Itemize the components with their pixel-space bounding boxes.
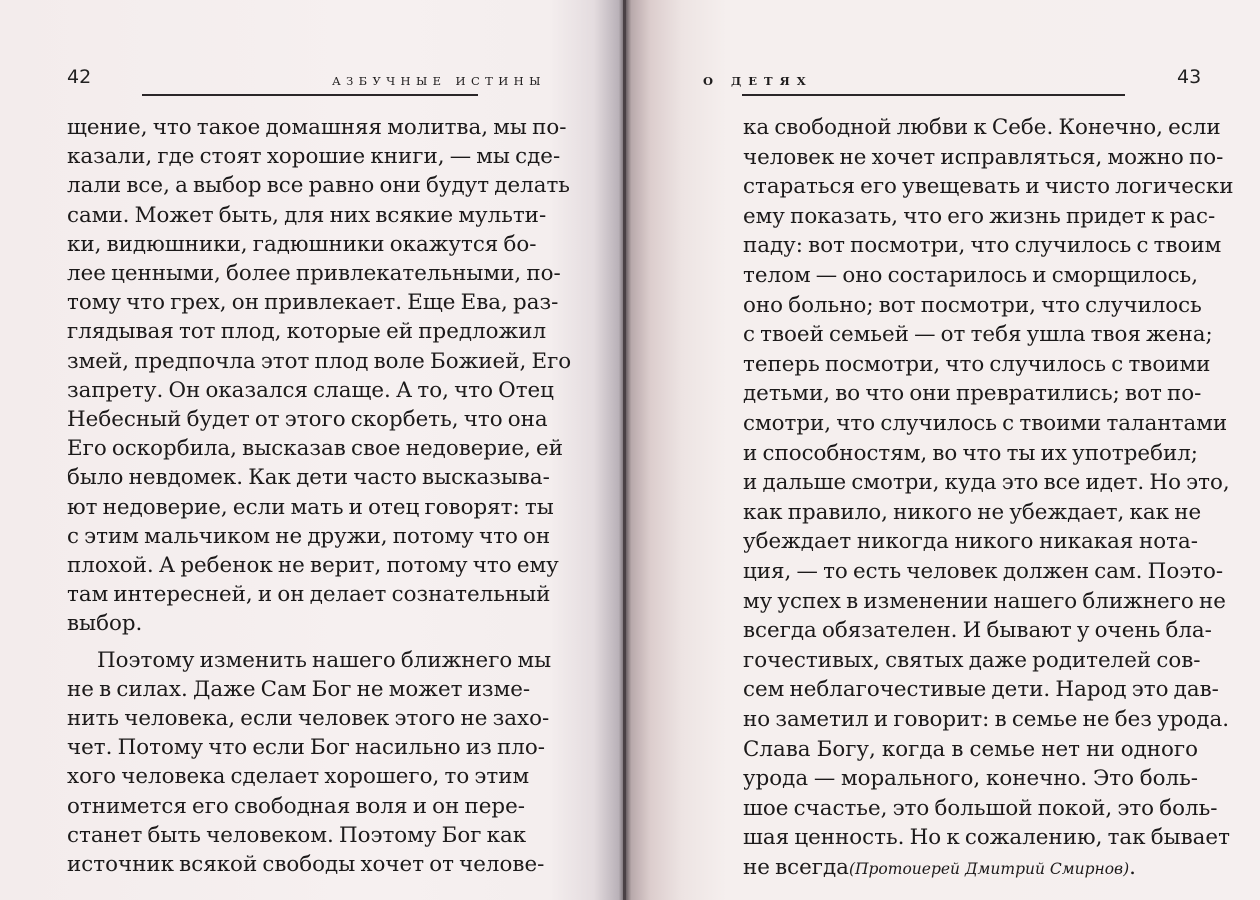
left-running-head: АЗБУЧНЫЕ ИСТИНЫ [332,74,546,88]
text-line: но заметил и говорит: в семье не без урода. [743,707,1230,732]
text-line: телом — оно состарилось и сморщилось, [743,263,1198,288]
text-line: Слава Богу, когда в семье нет ни одного [743,736,1198,762]
text-line: шая ценность. Но к сожалению, так бывает [743,825,1230,851]
text-line: было невдомек. Как дети часто высказыва- [67,465,550,491]
paragraph-start-line: Поэтому изменить нашего ближнего мы [97,647,552,673]
text-line: сами. Может быть, для них всякие мульти- [67,202,547,228]
text-line: Его оскорбила, высказав свое недоверие, ей [67,436,563,462]
text-line: всегда обязателен. И бывают у очень бла- [743,618,1212,644]
text-line: чет. Потому что если Бог насильно из пло- [67,735,545,761]
text-line: запрету. Он оказался слаще. А то, что Отец [67,377,554,403]
text-line: ки, видюшники, гадюшники окажутся бо- [67,231,537,257]
left-header-rule [142,94,478,96]
text-line: му успех в изменении нашего ближнего не [743,588,1226,614]
text-line: выбор. [67,611,143,637]
text-line: ему показать, что его жизнь придет к рас- [743,203,1216,229]
text-line: паду: вот посмотри, что случилось с твоим [743,233,1222,259]
text-line: там интересней, и он делает сознательный [67,582,551,608]
right-running-head: О ДЕТЯХ [703,74,813,88]
text-line: с твоей семьей — от тебя ушла твоя жена; [743,322,1213,348]
final-punct: . [1129,855,1136,880]
text-line: смотри, что случилось с твоими талантами [743,411,1228,436]
text-line: урода — морального, конечно. Это боль- [743,766,1198,792]
text-line: гочестивых, святых даже родителей сов- [743,647,1201,673]
final-line [743,853,1198,883]
text-line: хого человека сделает хорошего, то этим [67,764,530,790]
text-line: оно больно; вот посмотри, что случилось [743,292,1202,318]
book-spine [623,0,626,900]
text-line: змей, предпочла этот плод воле Божией, Его [67,348,572,374]
text-line: как правило, никого не убеждает, как не [743,499,1202,525]
attribution: (Протоиерей Дмитрий Смирнов) [848,860,1130,878]
text-line: плохой. А ребенок не верит, потому что ему [67,553,559,578]
text-line: ют недоверие, если мать и отец говорят: ты [67,494,554,520]
text-line: Небесный будет от этого скорбеть, что она [67,407,548,432]
text-line: теперь посмотри, что случилось с твоими [743,351,1211,377]
right-header-rule [742,94,1125,96]
text-line: убеждает никогда никого никакая нота- [743,529,1198,555]
text-line: ция, — то есть человек должен сам. Поэто- [743,559,1224,584]
text-line: отнимется его свободная воля и он пере- [67,793,525,819]
text-line: тому что грех, он привлекает. Еще Ева, раз- [67,290,559,316]
text-line: глядывая тот плод, которые ей предложил [67,319,547,345]
text-line: детьми, во что они превратились; вот по- [743,381,1202,407]
text-line: лали все, а выбор все равно они будут делать [67,173,570,199]
text-line: ка свободной любви к Себе. Конечно, если [743,115,1221,140]
text-line: стараться его увещевать и чисто логически [743,174,1234,200]
text-line: и дальше смотри, куда это все идет. Но это, [743,470,1230,496]
text-line: и способностям, во что ты их употребил; [743,440,1198,466]
text-line: щение, что такое домашняя молитва, мы по- [67,115,567,140]
text-line: источник всякой свободы хочет от челове- [67,852,545,877]
text-line: станет быть человеком. Поэтому Бог как [67,822,527,848]
text-line: лее ценными, более привлекательными, по- [67,261,561,286]
left-page-number: 42 [67,66,92,88]
text-line: шое счастье, это большой покой, это боль- [743,795,1218,821]
text-line: казали, где стоят хорошие книги, — мы сде- [67,144,561,170]
text-line: человек не хочет исправляться, можно по- [743,144,1224,170]
text-line: сем неблагочестивые дети. Народ это дав- [743,677,1219,703]
text-line: с этим мальчиком не дружи, потому что он [67,523,551,549]
final-line-text: не всегда [743,855,849,880]
text-line: не в силах. Даже Сам Бог не может изме- [67,676,531,702]
text-line: нить человека, если человек этого не захо- [67,706,550,731]
right-page-number: 43 [1177,66,1202,88]
